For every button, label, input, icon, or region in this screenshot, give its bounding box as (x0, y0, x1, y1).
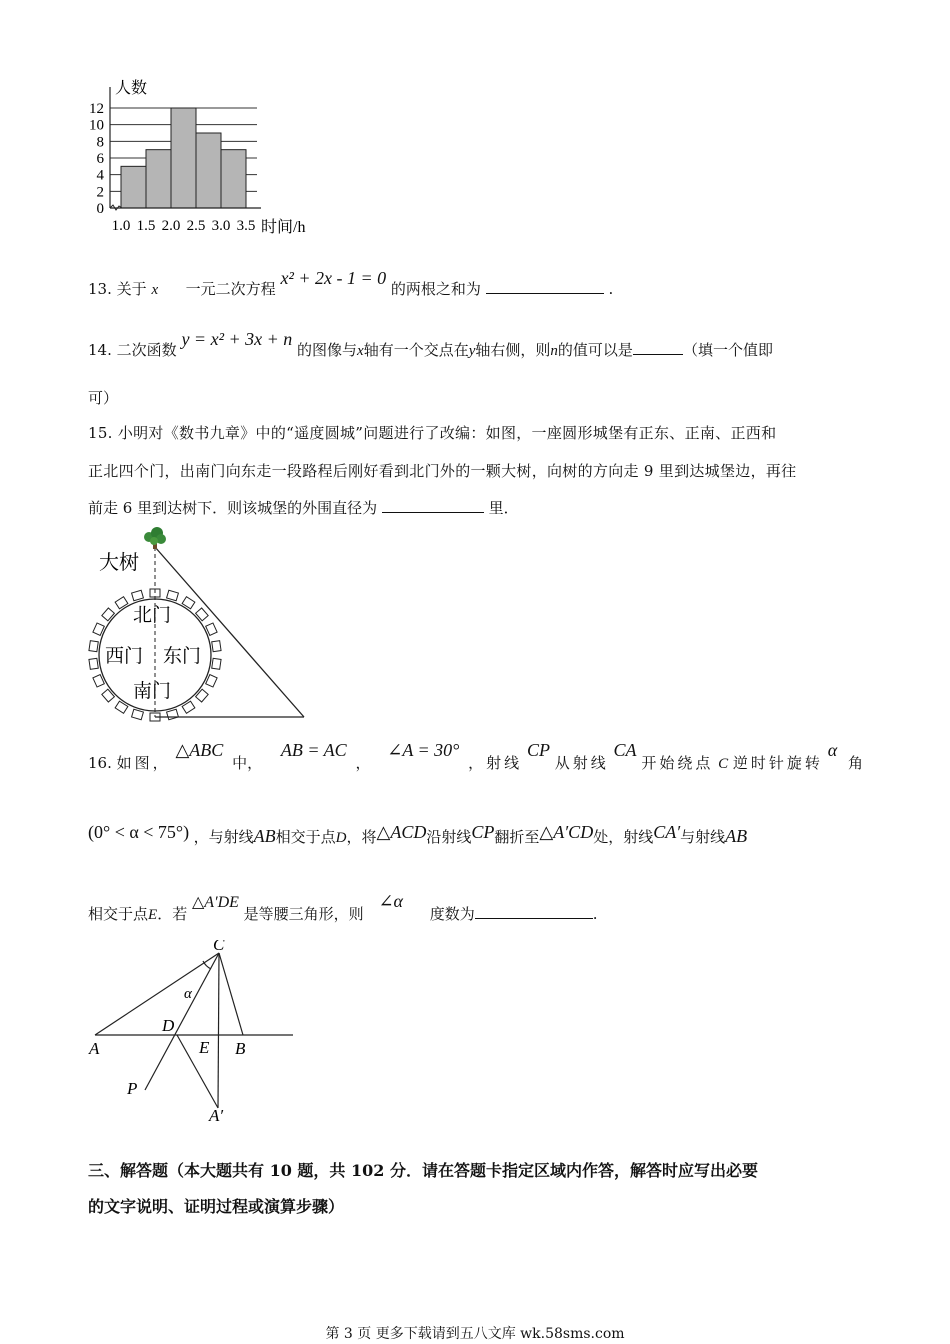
label-east-gate: 东门 (163, 646, 202, 667)
q16-t14: 处，射线 (593, 828, 654, 846)
battlement (212, 641, 221, 652)
label-c: C (213, 940, 225, 954)
q16-t2: 中， (232, 754, 263, 772)
battlement (89, 641, 98, 652)
q16-t8: 角 (847, 754, 863, 772)
q16-line-2 (88, 822, 748, 848)
y-tick-label: 12 (89, 101, 104, 117)
histogram-x-ticks (112, 218, 256, 234)
q16-alpha: α (827, 740, 838, 760)
q16-ab2: AB (725, 826, 748, 846)
x-tick-label: 1.0 (111, 218, 131, 234)
q16-range-text: (0° < α < 75°) (88, 822, 190, 842)
q16-e: E (148, 907, 158, 923)
question-13 (88, 268, 614, 300)
section-3-heading-line-2: 的文字说明、证明过程或演算步骤） (88, 1197, 345, 1216)
label-d: D (162, 1016, 175, 1035)
q16-t19: 度数为 (429, 905, 475, 923)
q14-number: 14. (88, 341, 112, 359)
q16-eq-angle-a: ∠A = 30° (387, 740, 460, 760)
castle-figure (85, 525, 315, 725)
angle-alpha-arc (203, 961, 211, 969)
q16-c: C (718, 756, 729, 772)
segment-da-prime (177, 1035, 218, 1108)
q14-text-a: 二次函数 (116, 341, 177, 359)
x-tick-label: 3.5 (236, 218, 256, 234)
q14-text-e: 的值可以是 (557, 341, 633, 359)
label-a-prime: A′ (209, 1106, 224, 1125)
label-e: E (199, 1038, 210, 1057)
q13-text-b: 一元二次方程 (185, 280, 276, 298)
tree-sight-line (155, 547, 304, 717)
q16-t3: ， (355, 754, 371, 772)
histogram-chart (85, 75, 325, 240)
battlement (132, 590, 144, 600)
q16-t6: 开始绕点 (641, 754, 714, 772)
q16-eq-ab-ac: AB = AC (280, 740, 347, 760)
q13-answer-blank[interactable] (486, 279, 604, 294)
q16-t5: 从射线 (554, 754, 609, 772)
y-tick-label: 0 (96, 201, 104, 217)
q16-t17: ．若 (157, 905, 188, 923)
q13-equation: x² + 2x - 1 = 0 (280, 268, 387, 288)
q16-cap: CA′ (653, 822, 681, 842)
q16-tri-abc: △ABC (175, 740, 224, 760)
label-p: P (127, 1079, 138, 1098)
q16-t18: 是等腰三角形，则 (243, 905, 364, 923)
question-14 (88, 329, 773, 361)
q14-text-b: 的图像与 (297, 341, 358, 359)
page-footer: 第 3 页 更多下载请到五八文库 wk.58sms.com (325, 1326, 625, 1342)
histogram-bar (221, 150, 246, 208)
q16-t1: 如图， (116, 754, 171, 772)
label-south-gate: 南门 (133, 681, 172, 702)
tree-icon (144, 527, 166, 549)
q14-text-d: 轴右侧，则 (475, 341, 551, 359)
q14-var-n: n (550, 343, 558, 359)
q15-line-3a: 前走 6 里到达树下．则该城堡的外围直径为 (88, 499, 378, 517)
q16-t4: ，射线 (468, 754, 523, 772)
ray-cp (145, 953, 219, 1090)
label-a: A (89, 1039, 100, 1058)
q16-range (88, 822, 194, 842)
histogram-bar (171, 108, 196, 208)
q16-number: 16. (88, 754, 112, 772)
histogram-bar (196, 133, 221, 208)
q16-cp: CP (526, 740, 550, 760)
q13-text-c: 的两根之和为 (390, 280, 481, 298)
histogram-bar (121, 166, 146, 208)
histogram-ylabel: 人数 (115, 80, 148, 97)
geometry-figure (85, 940, 300, 1125)
q14-equation: y = x² + 3x + n (181, 329, 293, 349)
section-3-heading-line-1: 三、解答题（本大题共有 10 题，共 102 分．请在答题卡指定区域内作答，解答时应写出必要 (88, 1161, 758, 1180)
q16-ab: AB (253, 826, 276, 846)
y-tick-label: 10 (89, 117, 104, 134)
q16-t11: ，将 (346, 828, 377, 846)
q16-apcd: △A′CD (539, 822, 594, 842)
x-tick-label: 2.5 (186, 218, 206, 234)
q16-answer-blank[interactable] (475, 904, 593, 919)
q16-ca: CA (613, 740, 637, 760)
histogram-bar (146, 150, 171, 208)
y-tick-label: 2 (96, 184, 104, 201)
q14-var-x: x (357, 343, 364, 359)
label-alpha: α (184, 986, 192, 1002)
q16-cp2: CP (471, 822, 495, 842)
q15-line-1: 15. 小明对《数书九章》中的“遥度圆城”问题进行了改编：如图，一座圆形城堡有正东、正南、正西和 (88, 424, 777, 442)
battlement (167, 709, 179, 719)
q14-text-f: （填一个值即 (682, 341, 773, 359)
segment-ca (95, 953, 219, 1035)
segment-cb (219, 953, 243, 1035)
q16-d: D (335, 830, 347, 846)
q14-var-y: y (468, 343, 476, 359)
x-tick-label: 2.0 (161, 218, 181, 234)
q16-line-1 (88, 740, 863, 774)
battlement (212, 658, 221, 669)
q14-text-c: 轴有一个交点在 (363, 341, 469, 359)
q15-answer-blank[interactable] (382, 498, 484, 513)
label-big-tree: 大树 (99, 552, 139, 574)
q13-var-x: x (151, 282, 159, 298)
q16-acd: △ACD (376, 822, 427, 842)
q15-line-2: 正北四个门，出南门向东走一段路程后刚好看到北门外的一颗大树，向树的方向走 9 里到达城堡边，再往 (88, 462, 797, 480)
q13-end: . (608, 280, 614, 298)
label-west-gate: 西门 (105, 646, 144, 667)
histogram-y-ticks (89, 101, 105, 217)
q16-t12: 沿射线 (426, 828, 472, 846)
q16-t9: ，与射线 (193, 828, 254, 846)
label-north-gate: 北门 (133, 605, 172, 626)
battlement (132, 709, 144, 719)
q15-line-3b: 里． (488, 499, 519, 517)
q16-t15: 与射线 (680, 828, 726, 846)
y-tick-label: 8 (96, 134, 104, 151)
q13-number: 13. (88, 280, 112, 298)
x-tick-label: 3.0 (211, 218, 231, 234)
q15-line-3 (88, 498, 519, 518)
q16-t10: 相交于点 (275, 828, 336, 846)
q16-end: . (592, 905, 598, 923)
y-tick-label: 4 (96, 167, 104, 184)
q16-t16: 相交于点 (88, 905, 149, 923)
q16-t13: 翻折至 (494, 828, 540, 846)
q16-line-3 (88, 891, 598, 925)
y-tick-label: 6 (96, 151, 104, 167)
x-tick-label: 1.5 (136, 218, 156, 234)
label-b: B (235, 1039, 246, 1058)
q16-apde: △A′DE (191, 894, 239, 911)
battlement (167, 590, 179, 600)
q14-line-2: 可） (88, 389, 119, 407)
histogram-xlabel: 时间/h (261, 219, 306, 236)
battlement (89, 658, 98, 669)
q16-t7: 逆时针旋转 (732, 754, 823, 772)
q13-text-a: 关于 (116, 280, 147, 298)
q16-angle-alpha: ∠α (378, 891, 403, 911)
segment-ca-prime (218, 953, 219, 1108)
q14-answer-blank[interactable] (633, 340, 683, 355)
